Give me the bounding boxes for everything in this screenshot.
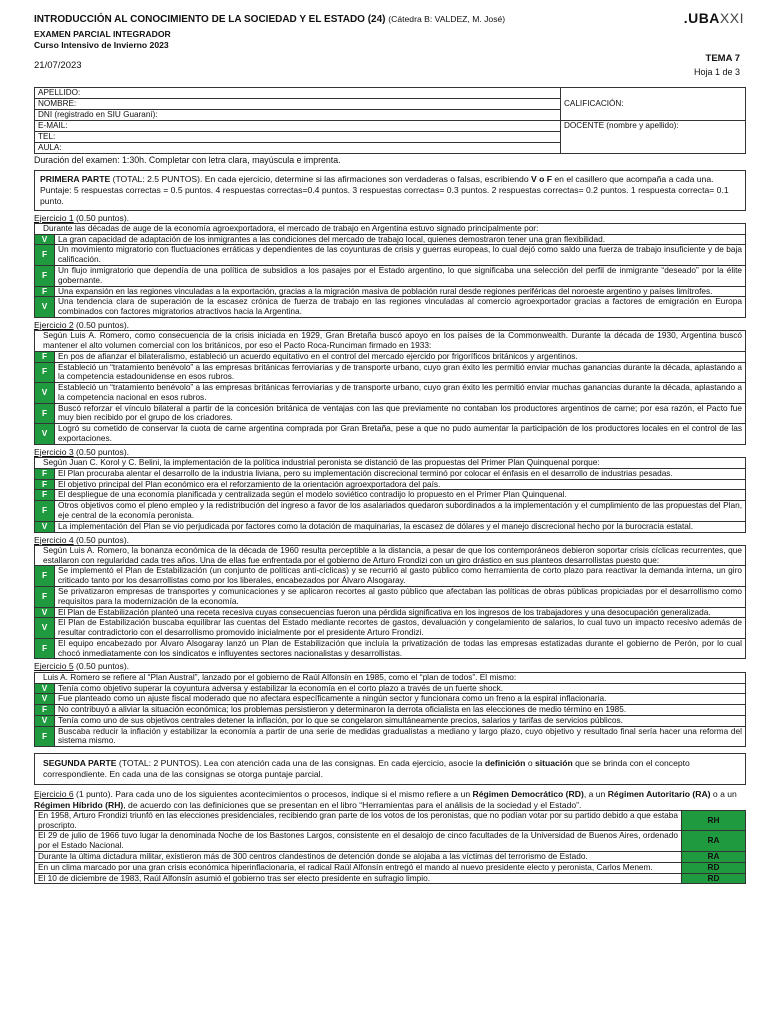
statement-row (35, 726, 746, 747)
answer-box[interactable]: F (35, 362, 55, 383)
answer-box[interactable]: F (35, 501, 55, 522)
statement-row (35, 403, 746, 424)
exercise-prompt: Luis A. Romero se refiere al “Plan Austral”, lanzado por el gobierno de Raúl Alfonsín en 1985, como el “plan de todos”. El mismo: (35, 672, 746, 683)
statement-text: El Plan de Estabilización buscaba equilibrar las cuentas del Estado mediante recortes de gastos, devaluación y congelamiento de salarios, lo cual tuvo un impacto recesivo además de resultar contradictorio con el desarrollismo promovido inicialmente por el presidente Arturo Frondizi. (55, 618, 746, 639)
regime-row (35, 810, 746, 831)
exam-subtitle: EXAMEN PARCIAL INTEGRADOR (34, 29, 171, 39)
statement-text: Tenía como objetivo superar la coyuntura adversa y estabilizar la economía en el corto plazo a través de un fuerte shock. (55, 683, 746, 694)
statement-text: Buscaba reducir la inflación y estabilizar la economía a partir de una serie de medidas gradualistas a mediano y largo plazo, cuyo objetivo y resultado final sería hacer una reforma del sistema mismo. (55, 726, 746, 747)
answer-box[interactable]: V (35, 694, 55, 705)
regime-row (35, 873, 746, 884)
exercise-prompt: Según Juan C. Korol y C. Belini, la implementación de la política industrial peronista se distanció de las propuestas del Primer Plan Quinquenal porque: (35, 458, 746, 469)
statement-row (35, 479, 746, 490)
statement-text: La gran capacidad de adaptación de los inmigrantes a las condiciones del mercado de trabajo local, quienes demostraron tener una gran flexibilidad. (55, 234, 746, 245)
statement-row (35, 286, 746, 297)
statement-row (35, 351, 746, 362)
statement-text: Un movimiento migratorio con fluctuaciones erráticas y dependientes de las coyunturas de crisis y guerras europeas, lo cual dejó como saldo una fuerza de trabajo insuficiente y de baja calificación. (55, 245, 746, 266)
answer-box[interactable]: V (35, 424, 55, 445)
event-text: Durante la última dictadura militar, existieron más de 300 centros clandestinos de detención donde se alojaba a las víctimas del terrorismo de Estado. (35, 852, 682, 863)
event-text: En un clima marcado por una gran crisis económica hiperinflacionaria, el radical Raúl Alfonsín entregó el mando al nuevo presidente electo y peronista, Carlos Menem. (35, 862, 682, 873)
answer-box[interactable]: F (35, 468, 55, 479)
field-aula[interactable]: AULA: (35, 143, 561, 154)
statement-text: Se privatizaron empresas de transportes y comunicaciones y se aplicaron recortes al gasto público que afectaban las políticas de obras públicas propiciadas por el desarrollismo como requisitos para la modernización de la economía. (55, 587, 746, 608)
statement-text: Una expansión en las regiones vinculadas a la exportación, gracias a la migración masiva de población rural desde regiones periféricas del noroeste argentino y países limítrofes. (55, 286, 746, 297)
statement-text: Estableció un “tratamiento benévolo” a las empresas británicas ferroviarias y de transporte urbano, cuyo gran éxito les permitió enviar muchas ganancias durante la década, aplastando a la competencia nacional en esos rubros. (55, 383, 746, 404)
exercise-table (34, 457, 746, 532)
statement-text: Un flujo inmigratorio que dependía de una política de subsidios a los pasajes por el Estado argentino, lo que significaba una selección del perfil de inmigrante “deseado” por la élite gobernante. (55, 265, 746, 286)
statement-text: Logró su cometido de conservar la cuota de carne argentina comprada por Gran Bretaña, pese a que no pudo aumentar la participación de los productores locales en el control de las exportaciones. (55, 424, 746, 445)
event-text: El 10 de diciembre de 1983, Raúl Alfonsín asumió el gobierno tras ser electo presidente en sufragio limpio. (35, 873, 682, 884)
regime-answer-box[interactable]: RA (682, 831, 746, 852)
statement-row (35, 521, 746, 532)
statement-text: El Plan de Estabilización planteó una receta recesiva cuyas consecuencias fueron una pérdida significativa en los ingresos de los trabajadores y una desocupación generalizada. (55, 607, 746, 618)
regime-answer-box[interactable]: RD (682, 873, 746, 884)
answer-box[interactable]: F (35, 479, 55, 490)
field-calificacion[interactable]: CALIFICACIÓN: (561, 88, 746, 121)
exercise-label: Ejercicio 3 (0.50 puntos). (34, 446, 130, 457)
statement-row (35, 265, 746, 286)
statement-text: Otros objetivos como el pleno empleo y la redistribución del ingreso a favor de los asalariados quedaron subordinados a la implementación y el cumplimiento de las propuestas del Plan, eje central de la economía peronista. (55, 501, 746, 522)
regime-answer-box[interactable]: RD (682, 862, 746, 873)
statement-text: No contribuyó a aliviar la situación económica; los problemas persistieron y determinaron la derrota oficialista en las elecciones de medio término en 1985. (55, 705, 746, 716)
exam-header (34, 10, 746, 76)
statement-text: El Plan procuraba alentar el desarrollo de la industria liviana, pero su implementación discrecional terminó por colocar el énfasis en el desarrollo de industrias pesadas. (55, 468, 746, 479)
field-nombre[interactable]: NOMBRE: (35, 99, 561, 110)
answer-box[interactable]: V (35, 683, 55, 694)
statement-text: El despliegue de una economía planificada y centralizada según el modelo soviético contradijo lo propuesto en el Primer Plan Quinquenal. (55, 490, 746, 501)
statement-text: La implementación del Plan se vio perjudicada por factores como la dotación de maquinarias, la escasez de dólares y el manejo discrecional hecho por la burocracia estatal. (55, 521, 746, 532)
statement-row (35, 490, 746, 501)
statement-row (35, 638, 746, 659)
catedra: (Cátedra B: VALDEZ, M. José) (388, 14, 506, 24)
answer-box[interactable]: F (35, 726, 55, 747)
regime-row (35, 852, 746, 863)
answer-box[interactable]: F (35, 351, 55, 362)
event-text: El 29 de julio de 1966 tuvo lugar la denominada Noche de los Bastones Largos, consistente en el desalojo de cinco facultades de la Universidad de Buenos Aires, ordenado por el Estado Nacional. (35, 831, 682, 852)
exercise-label: Ejercicio 1 (0.50 puntos). (34, 212, 130, 223)
answer-box[interactable]: V (35, 297, 55, 318)
answer-box[interactable]: V (35, 607, 55, 618)
event-text: En 1958, Arturo Frondizi triunfó en las elecciones presidenciales, recibiendo gran parte de los votos de los peronistas, que no podían votar por su partido debido a que estaba proscripto. (35, 810, 682, 831)
answer-box[interactable]: V (35, 521, 55, 532)
statement-text: El objetivo principal del Plan económico era el reforzamiento de la orientación agroexportadora del país. (55, 479, 746, 490)
exercise-prompt: Según Luis A. Romero, como consecuencia de la crisis iniciada en 1929, Gran Bretaña buscó apoyo en los países de la Commonwealth. Durante la década de 1930, Argentina buscó mantener el alto volumen comercial con los británicos, por eso el Pacto Roca-Runciman firmado en 1933: (35, 331, 746, 352)
exam-date: 21/07/2023 (34, 60, 82, 71)
exam-page (34, 10, 746, 884)
statement-row (35, 245, 746, 266)
exercise-table (34, 330, 746, 445)
exercise-label: Ejercicio 4 (0.50 puntos). (34, 534, 130, 545)
exercises-container (34, 213, 746, 748)
answer-box[interactable]: V (35, 715, 55, 726)
statement-row (35, 468, 746, 479)
statement-row (35, 424, 746, 445)
statement-text: Estableció un “tratamiento benévolo” a las empresas británicas ferroviarias y de transporte urbano, cuyo gran éxito les permitió enviar muchas ganancias durante la década, aplastando a la competencia estadounidense en esos rubros. (55, 362, 746, 383)
answer-box[interactable]: F (35, 403, 55, 424)
answer-box[interactable]: F (35, 587, 55, 608)
statement-row (35, 683, 746, 694)
student-info-table (34, 87, 746, 154)
page-number: Hoja 1 de 3 (693, 67, 740, 77)
regime-answer-box[interactable]: RA (682, 852, 746, 863)
statement-row (35, 383, 746, 404)
answer-box[interactable]: F (35, 490, 55, 501)
field-dni[interactable]: DNI (registrado en SIU Guaraní): (35, 110, 561, 121)
statement-row (35, 566, 746, 587)
statement-text: Una tendencia clara de superación de la escasez crónica de fuerza de trabajo en las regiones vinculadas al comercio agroexportador gracias a factores de emigración en Europa combinados con factores migratorios atractivos hacia la Argentina. (55, 297, 746, 318)
regime-row (35, 831, 746, 852)
answer-box[interactable]: F (35, 286, 55, 297)
part2-instructions: SEGUNDA PARTE (TOTAL: 2 PUNTOS). Lea con atención cada una de las consignas. En cada ejercicio, asocie la definición o situación que se brinda con el concepto correspondiente. En cada una de las consignas se otorga puntaje parcial. (34, 753, 746, 785)
exercise-table (34, 545, 746, 660)
exercise-prompt: Durante las décadas de auge de la economía agroexportadora, el mercado de trabajo en Argentina estuvo signado principalmente por: (35, 223, 746, 234)
exam-duration: Duración del examen: 1:30h. Completar con letra clara, mayúscula e imprenta. (34, 155, 341, 165)
statement-row (35, 234, 746, 245)
statement-row (35, 607, 746, 618)
statement-text: Tenía como uno de sus objetivos centrales detener la inflación, por lo que se congelaron simultáneamente precios, salarios y tarifas de servicios públicos. (55, 715, 746, 726)
statement-row (35, 587, 746, 608)
exercise-label: Ejercicio 5 (0.50 puntos). (34, 661, 130, 672)
answer-box[interactable]: F (35, 705, 55, 716)
statement-text: Se implementó el Plan de Estabilización (un conjunto de políticas anti-cíclicas) y se recurrió al gasto público como herramienta de corto plazo para reactivar la demanda interna, un giro criticado tanto por los desarrollistas como por los liberales, encabezados por Álvaro Alsogaray. (55, 566, 746, 587)
statement-row (35, 618, 746, 639)
field-email[interactable]: E-MAIL: (35, 121, 561, 132)
tema-label: TEMA 7 (705, 53, 740, 64)
statement-row (35, 297, 746, 318)
statement-text: Fue planteado como un ajuste fiscal moderado que no afectara específicamente a ningún sector y funcionara como un freno a la espiral inflacionaria. (55, 694, 746, 705)
answer-box[interactable]: F (35, 245, 55, 266)
exercise-6-table (34, 810, 746, 884)
part1-instructions: PRIMERA PARTE (TOTAL: 2.5 PUNTOS). En cada ejercicio, determine si las afirmaciones son verdaderas o falsas, escribiendo V o F en el casillero que acompaña a cada una. Puntaje: 5 respuestas correctas = 0.5 puntos. 4 respuestas correctas=0.4 puntos. 3 respuestas correctas= 0.3 puntos. 2 respuestas correctas= 0.2 puntos. 1 respuesta correcta= 0.1 punto. (34, 170, 746, 211)
statement-text: Buscó reforzar el vínculo bilateral a partir de la concesión británica de ventajas con las que previamente no contaban los productores argentinos de carne; por esa razón, el Pacto fue muy bien recibido por el grupo de los criadores. (55, 403, 746, 424)
field-tel[interactable]: TEL: (35, 132, 561, 143)
statement-row (35, 705, 746, 716)
exercise-table (34, 223, 746, 318)
exercise-label: Ejercicio 2 (0.50 puntos). (34, 319, 130, 330)
regime-answer-box[interactable]: RH (682, 810, 746, 831)
exercise-prompt: Según Luis A. Romero, la bonanza económica de la década de 1960 resulta perceptible a la distancia, a pesar de que los contemporáneos debieron soportar crisis cíclicas recurrentes, que estallaron con regularidad cada tres años. Una de ellas fue enfrentada por el gobierno de Arturo Frondizi con un giro drástico en sus planteos desarrollistas puesto que: (35, 545, 746, 566)
course-title: INTRODUCCIÓN AL CONOCIMIENTO DE LA SOCIEDAD Y EL ESTADO (24) (Cátedra B: VALDEZ, M. José) (34, 14, 506, 25)
statement-row (35, 715, 746, 726)
field-apellido[interactable]: APELLIDO: (35, 88, 561, 99)
field-docente[interactable]: DOCENTE (nombre y apellido): (561, 121, 746, 154)
statement-text: El equipo encabezado por Álvaro Alsogaray lanzó un Plan de Estabilización que incluía la privatización de todas las empresas estatizadas durante el gobierno de Perón, por lo cual chocó inmediatamente con los sindicatos e influyentes sectores nacionalistas y desarrollistas. (55, 638, 746, 659)
answer-box[interactable]: F (35, 638, 55, 659)
answer-box[interactable]: F (35, 566, 55, 587)
course-name: Curso Intensivo de Invierno 2023 (34, 40, 169, 50)
exercise-table (34, 672, 746, 747)
statement-row (35, 694, 746, 705)
statement-text: En pos de afianzar el bilateralismo, estableció un acuerdo equitativo en el control del mercado ejercido por frigoríficos británicos y argentinos. (55, 351, 746, 362)
regime-row (35, 862, 746, 873)
statement-row (35, 501, 746, 522)
answer-box[interactable]: V (35, 383, 55, 404)
answer-box[interactable]: F (35, 265, 55, 286)
uba-xxi-logo: .UBAXXI (683, 10, 744, 26)
answer-box[interactable]: V (35, 234, 55, 245)
answer-box[interactable]: V (35, 618, 55, 639)
exercise-6-statement: Ejercicio 6 (1 punto). Para cada uno de los siguientes acontecimientos o procesos, indique si el mismo refiere a un Régimen Democrático (RD), a un Régimen Autoritario (RA) o a un Régimen Híbrido (RH), de acuerdo con las definiciones que se presentan en el libro “Herramientas para el análisis de la sociedad y el Estado”. (34, 789, 737, 810)
statement-row (35, 362, 746, 383)
